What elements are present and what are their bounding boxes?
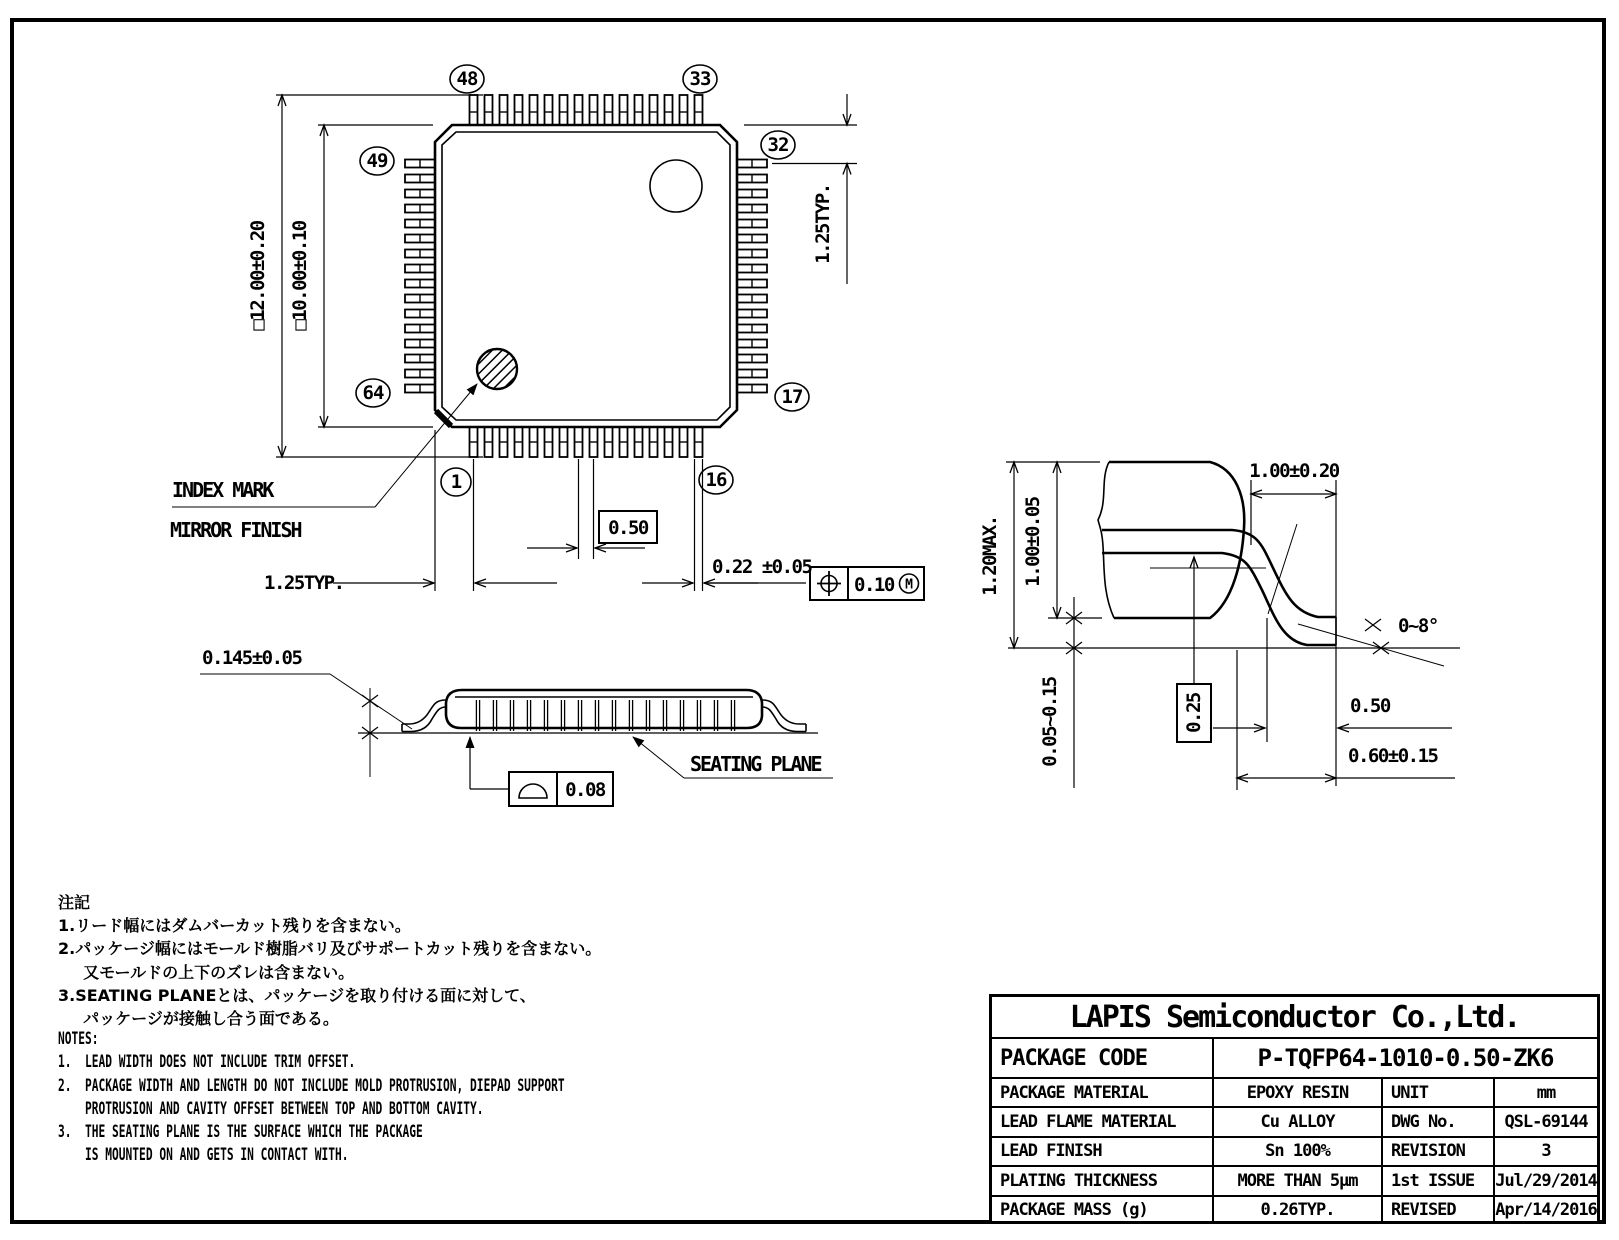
company-name: LAPIS Semiconductor Co.,Ltd. xyxy=(1069,999,1520,1035)
package-code-label: PACKAGE CODE xyxy=(992,1039,1214,1077)
foot-length-value: 0.60±0.15 xyxy=(1348,745,1438,767)
pin xyxy=(485,95,493,125)
pin-number-1 xyxy=(441,468,471,496)
row-label2: REVISED xyxy=(1383,1197,1495,1224)
pin-pitch-value: 0.50 xyxy=(608,517,648,539)
note-ja-line: 2.パッケージ幅にはモールド樹脂バリ及びサポートカット残りを含まない。 xyxy=(58,939,602,959)
row-value: Cu ALLOY xyxy=(1214,1108,1383,1135)
note-ja-line: 3.SEATING PLANEとは、パッケージを取り付ける面に対して、 xyxy=(58,985,536,1005)
lead-width-value: 0.22 ±0.05 xyxy=(712,556,812,578)
row-value2: QSL-69144 xyxy=(1504,1112,1588,1133)
pin xyxy=(575,95,583,125)
dim-lead-pitch-bottom xyxy=(264,430,557,594)
pin-number-label: 33 xyxy=(689,68,711,90)
title-block xyxy=(989,994,1600,1224)
lead-pitch-bottom-value: 1.25TYP. xyxy=(264,572,344,594)
mold-mark-circle xyxy=(650,160,702,212)
row-label: PLATING THICKNESS xyxy=(992,1167,1214,1194)
side-view xyxy=(200,647,833,806)
pin-number-16 xyxy=(699,466,733,494)
pin xyxy=(515,95,523,125)
note-en-line: 2. PACKAGE WIDTH AND LENGTH DO NOT INCLUDE MOLD PROTRUSION, DIEPAD SUPPORT xyxy=(58,1075,565,1095)
row-label: PACKAGE MATERIAL xyxy=(992,1079,1214,1106)
dim-body-width xyxy=(289,125,433,427)
note-en-line: PROTRUSION AND CAVITY OFFSET BETWEEN TOP AND BOTTOM CAVITY. xyxy=(58,1098,484,1118)
row-label2: REVISION xyxy=(1383,1138,1495,1165)
pin-number-label: 1 xyxy=(450,471,462,493)
position-tolerance-value: 0.10 xyxy=(854,574,894,596)
dim-pin-pitch xyxy=(527,459,657,559)
detail-body-break-line xyxy=(1098,462,1114,618)
row-value2: 3 xyxy=(1541,1141,1551,1162)
index-mark-circle xyxy=(477,349,517,389)
row-value2: Apr/14/2016 xyxy=(1495,1200,1597,1221)
max-material-modifier-icon xyxy=(900,574,919,593)
pin-number-49 xyxy=(360,147,394,175)
detail-lead-bottom xyxy=(1102,553,1336,645)
dim-gauge-plane xyxy=(1177,557,1211,742)
pin xyxy=(530,95,538,125)
row-label: LEAD FINISH xyxy=(992,1138,1214,1165)
overall-width-value: □12.00±0.20 xyxy=(247,221,269,331)
flatness-frame xyxy=(470,737,613,806)
detail-body-outline xyxy=(1109,462,1244,618)
modifier-letter: M xyxy=(905,577,913,593)
row-label2: DWG No. xyxy=(1383,1108,1495,1135)
gauge-offset-value: 0.25 xyxy=(1183,693,1205,733)
notes-block xyxy=(58,890,803,1168)
pin xyxy=(470,95,478,125)
mirror-finish-label: MIRROR FINISH xyxy=(170,518,301,542)
pin-number-label: 16 xyxy=(705,469,727,491)
row-value2: Jul/29/2014 xyxy=(1495,1170,1597,1191)
pin xyxy=(605,95,613,125)
notes-en-title: NOTES: xyxy=(58,1029,99,1049)
dim-foot-length xyxy=(1237,650,1455,790)
pin xyxy=(545,95,553,125)
dim-standoff-range xyxy=(1039,597,1082,788)
pin-number-32 xyxy=(761,131,795,159)
row-value: Sn 100% xyxy=(1214,1138,1383,1165)
side-lead-lines xyxy=(476,700,734,731)
pin xyxy=(695,95,703,125)
pin-number-64 xyxy=(356,379,390,407)
seating-plane-label: SEATING PLANE xyxy=(690,752,821,776)
note-ja-line: 1.リード幅にはダムバーカット残りを含まない。 xyxy=(58,916,411,936)
pin xyxy=(665,95,673,125)
note-ja-line: 又モールドの上下のズレは含まない。 xyxy=(72,962,355,982)
dim-lead-width xyxy=(642,459,812,591)
pin-number-label: 64 xyxy=(362,382,384,404)
note-en-line: IS MOUNTED ON AND GETS IN CONTACT WITH. xyxy=(58,1145,349,1165)
pin-array xyxy=(405,95,767,457)
pin-number-label: 49 xyxy=(366,150,388,172)
row-value: 0.26TYP. xyxy=(1214,1197,1383,1224)
body-thickness-value: 1.00±0.05 xyxy=(1022,497,1044,587)
lead-length-value: 1.00±0.20 xyxy=(1249,460,1339,482)
package-code-value: P-TQFP64-1010-0.50-ZK6 xyxy=(1257,1044,1554,1072)
pin-number-48 xyxy=(450,65,484,93)
row-label: LEAD FLAME MATERIAL xyxy=(992,1108,1214,1135)
dim-standoff-side xyxy=(200,647,412,777)
side-gullwing-right xyxy=(762,700,806,732)
row-label: PACKAGE MASS (g) xyxy=(992,1197,1214,1224)
index-mark-label: INDEX MARK xyxy=(172,478,273,502)
note-ja-line: パッケージが接触し合う面である。 xyxy=(72,1008,339,1028)
pin-number-33 xyxy=(683,65,717,93)
lead-detail-view xyxy=(979,460,1460,790)
flatness-value: 0.08 xyxy=(565,779,605,801)
position-tolerance-icon xyxy=(817,571,841,596)
notes-ja-title: 注記 xyxy=(58,893,91,912)
pin xyxy=(650,95,658,125)
seating-plane-callout xyxy=(633,737,833,778)
pin xyxy=(560,95,568,125)
top-view xyxy=(170,65,924,600)
dim-lead-length xyxy=(1249,460,1340,786)
lead-angle-value: 0~8° xyxy=(1398,615,1438,637)
pin xyxy=(500,95,508,125)
pin-number-label: 32 xyxy=(767,134,789,156)
dim-lead-angle xyxy=(1298,615,1444,666)
standoff-range-value: 0.05~0.15 xyxy=(1039,677,1061,767)
row-label2: UNIT xyxy=(1383,1079,1495,1106)
row-value2: mm xyxy=(1536,1082,1556,1103)
note-en-line: 3. THE SEATING PLANE IS THE SURFACE WHICH THE PACKAGE xyxy=(58,1121,423,1141)
pin xyxy=(620,95,628,125)
pin-number-label: 48 xyxy=(456,68,478,90)
lead-pitch-right-value: 1.25TYP. xyxy=(812,184,834,264)
position-tolerance-frame xyxy=(810,567,924,600)
body-width-value: □10.00±0.10 xyxy=(289,221,311,331)
pin xyxy=(635,95,643,125)
pin xyxy=(590,95,598,125)
note-en-line: 1. LEAD WIDTH DOES NOT INCLUDE TRIM OFFSET. xyxy=(58,1052,356,1072)
pin-number-label: 17 xyxy=(781,386,803,408)
flatness-icon xyxy=(519,784,547,798)
pin xyxy=(680,95,688,125)
dim-body-thickness xyxy=(1022,462,1102,618)
package-height-value: 1.20MAX. xyxy=(979,516,1001,596)
standoff-value: 0.145±0.05 xyxy=(202,647,302,669)
row-label2: 1st ISSUE xyxy=(1383,1167,1495,1194)
detail-lead-top xyxy=(1102,530,1336,617)
row-value: EPOXY RESIN xyxy=(1214,1079,1383,1106)
pin-number-17 xyxy=(775,383,809,411)
foot-flat-value: 0.50 xyxy=(1350,695,1390,717)
row-value: MORE THAN 5μm xyxy=(1214,1167,1383,1194)
